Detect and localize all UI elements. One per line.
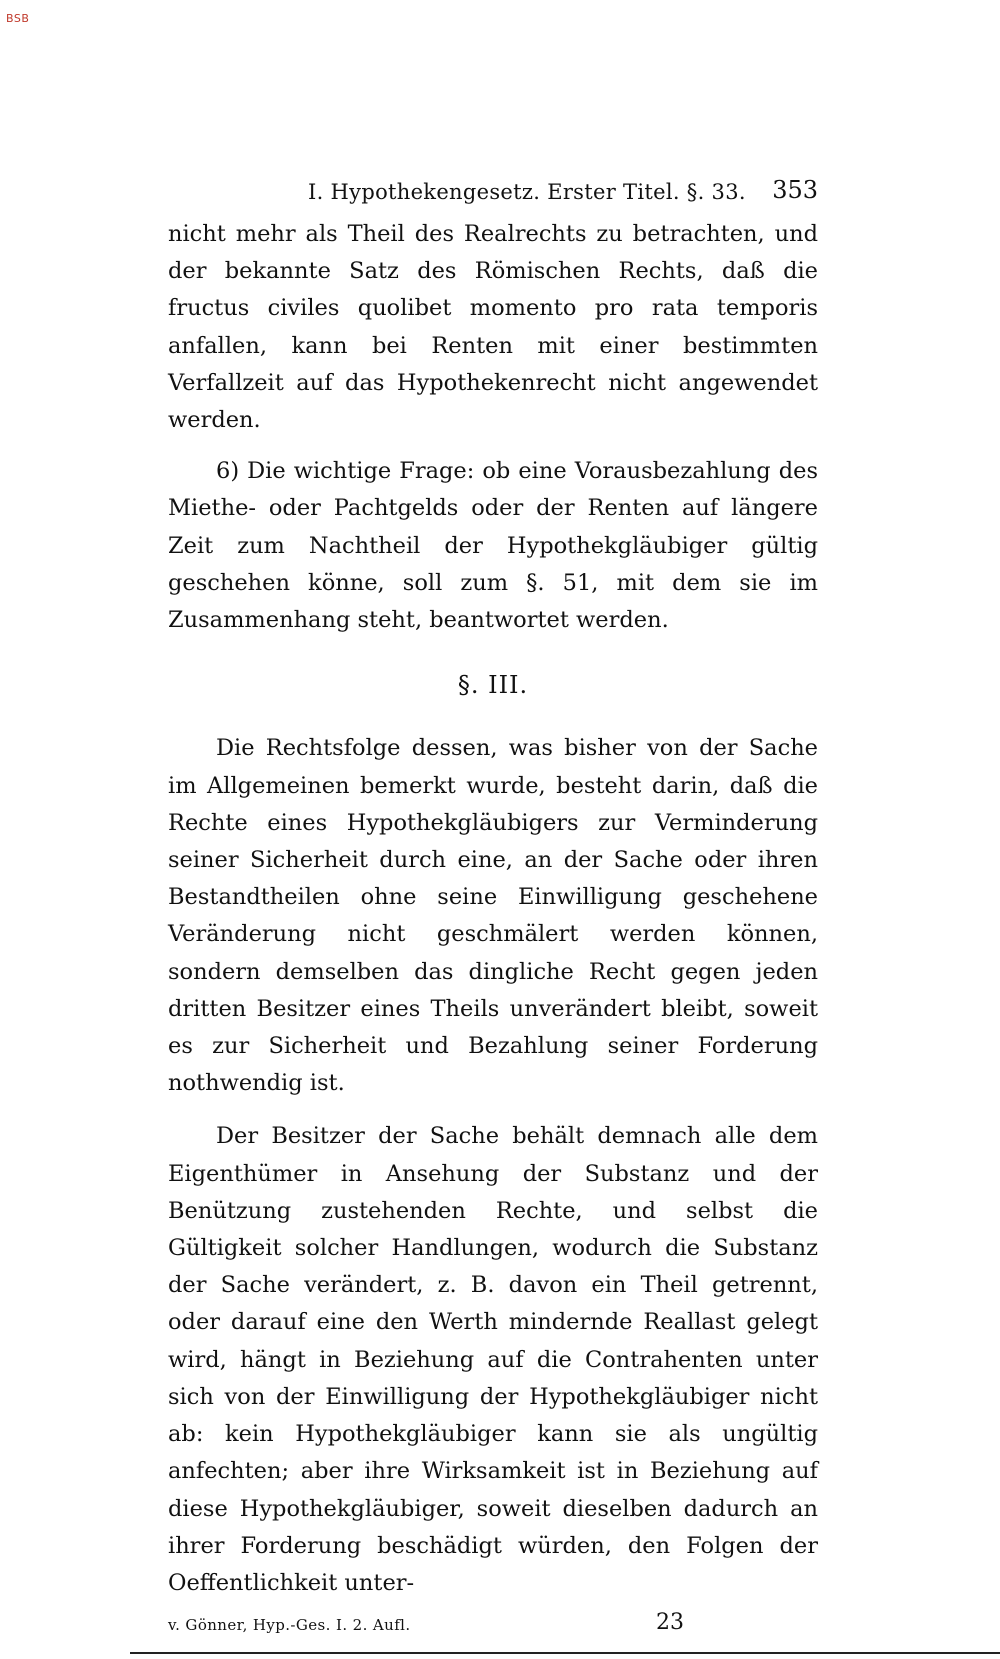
book-page xyxy=(168,176,818,1644)
page-number: 353 xyxy=(772,176,818,204)
paragraph-continuation: nicht mehr als Theil des Realrechts zu betrachten, und der bekannte Satz des Römischen Rechts, daß die fructus civiles quolibet momento pro rata temporis anfallen, kann bei Renten mit einer bestimmten Verfallzeit auf das Hypothekenrecht nicht angewendet werden. xyxy=(168,221,818,434)
sheet-number: 23 xyxy=(656,1610,684,1636)
section-paragraph-1: Die Rechtsfolge dessen, was bisher von der Sache im Allgemeinen bemerkt wurde, besteht darin, daß die Rechte eines Hypothekgläubigers zur Verminderung seiner Sicherheit durch eine, an der Sache oder ihren Bestandtheilen ohne seine Einwilligung geschehene Veränderung nicht geschmälert werden können, sondern demselben das dingliche Recht gegen jeden dritten Besitzer eines Theils unverändert bleibt, soweit es zur Sicherheit und Bezahlung seiner Forderung nothwendig ist. xyxy=(168,735,818,1097)
running-head xyxy=(168,176,818,216)
body-text xyxy=(168,216,818,1602)
scan-bottom-rule xyxy=(130,1652,1000,1654)
section-paragraph-2: Der Besitzer der Sache behält demnach alle dem Eigenthümer in Ansehung der Substanz und der Benützung zustehenden Rechte, und selbst die Gültigkeit solcher Handlungen, wodurch die Substanz der Sache verändert, z. B. davon ein Theil getrennt, oder darauf eine den Werth mindernde Reallast gelegt wird, hängt in Beziehung auf die Contrahenten unter sich von der Einwilligung der Hypothekgläubiger nicht ab: kein Hypothekgläubiger kann sie als ungültig anfechten; aber ihre Wirksamkeit ist in Beziehung auf diese Hypothekgläubiger, soweit dieselben dadurch an ihrer Forderung beschädigt würden, den Folgen der Oeffentlichkeit unter- xyxy=(168,1123,818,1596)
page-footer xyxy=(168,1610,818,1644)
printer-signature: v. Gönner, Hyp.-Ges. I. 2. Aufl. xyxy=(168,1616,411,1635)
section-heading: §. III. xyxy=(457,671,529,700)
paragraph-point-6: 6) Die wichtige Frage: ob eine Vorausbezahlung des Miethe- oder Pachtgelds oder der Renten auf längere Zeit zum Nachtheil der Hypothekgläubiger gültig geschehen könne, soll zum §. 51, mit dem sie im Zusammenhang steht, beantwortet werden. xyxy=(168,458,818,634)
library-watermark: BSB xyxy=(6,12,30,25)
running-head-title: I. Hypothekengesetz. Erster Titel. §. 33. xyxy=(308,180,746,204)
